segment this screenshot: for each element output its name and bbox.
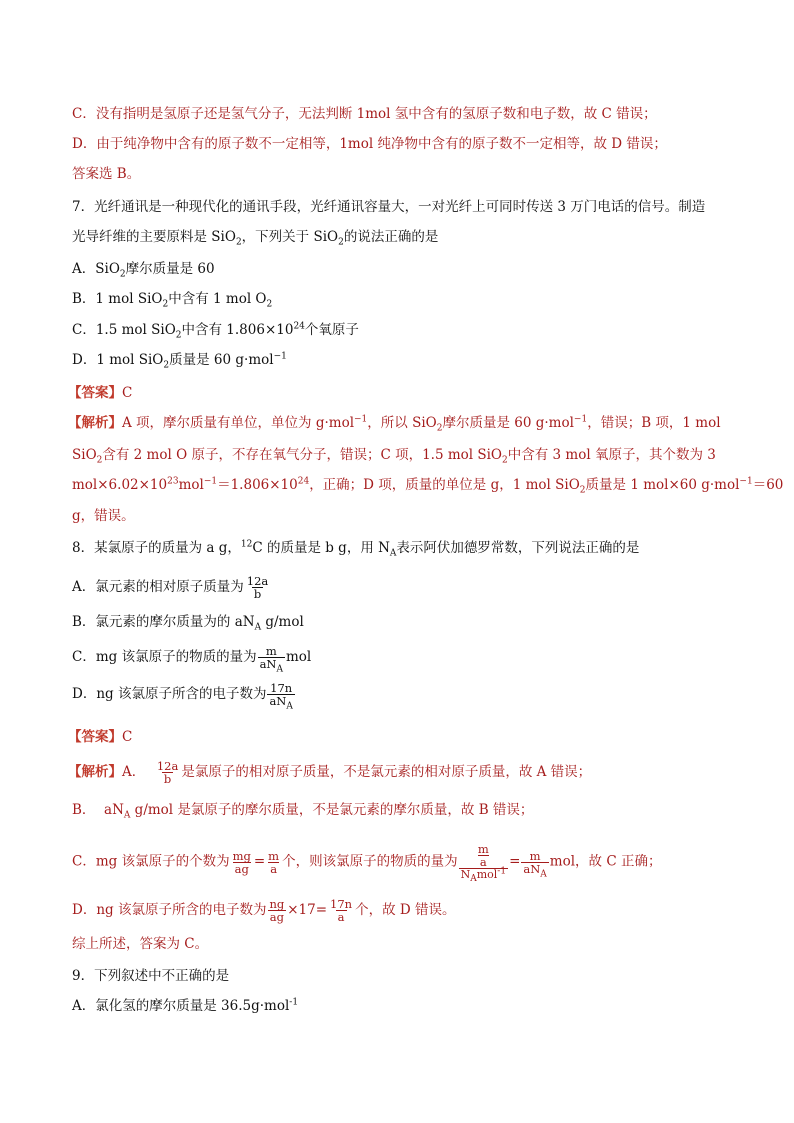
prev-explanation-c: C．没有指明是氢原子还是氢气分子，无法判断 1mol 氢中含有的氢原子数和电子数，故 C 错误； (72, 106, 657, 122)
q8-stem: 8．某氯原子的质量为 a g，$^{12}$C 的质量是 b g，用 $N_A$表示阿伏加德罗常数，下列说法正确的是 (72, 539, 640, 559)
q7-explanation-line1: 【解析】A 项，摩尔质量有单位，单位为 g·mol$^{-1}$，所以 SiO$_2$摩尔质量是 60 g·mol$^{-1}$，错误；B 项，1 mol (68, 414, 721, 434)
q7-explanation-line2: SiO$_2$含有 2 mol O 原子，不存在氧气分子，错误；C 项，1.5 mol SiO$_2$中含有 3 mol 氧原子，其个数为 3 (72, 447, 716, 466)
q8-option-b: B．氯元素的摩尔质量为的 $aN_A$ g/mol (72, 614, 304, 633)
q7-option-a: A．SiO$_2$摩尔质量是 60 (72, 261, 215, 280)
q8-answer: 【答案】C (68, 729, 133, 745)
prev-explanation-d: D．由于纯净物中含有的原子数不一定相等，1mol 纯净物中含有的原子数不一定相等，故 D 错误； (72, 136, 667, 152)
q7-explanation-line3: $mol\times 6.02\times 10^{23}mol^{-1}=1.806\times 10^{24}$，正确；D 项，质量的单位是 g，1 mol SiO$_2$质量是 1 mol×60 g·mol$^{-1}$＝60 (72, 476, 784, 496)
q8-summary: 综上所述，答案为 C。 (72, 936, 209, 952)
q7-option-b: B．1 mol SiO$_2$中含有 1 mol $O_2$ (72, 291, 273, 310)
q7-stem-line1: 7．光纤通讯是一种现代化的通讯手段，光纤通讯容量大，一对光纤上可同时传送 3 万门电话的信号。制造 (72, 199, 706, 215)
q7-option-c: C．1.5 mol SiO$_2$中含有 $1.806\times 10^{24}$个氧原子 (72, 321, 359, 341)
q8-option-c: C．mg 该氯原子的物质的量为 $\frac{m}{aN_A}$ mol (72, 644, 312, 675)
q9-stem: 9．下列叙述中不正确的是 (72, 968, 230, 984)
q8-explanation-a: 【解析】A． $\frac{12a}{b}$ 是氯原子的相对原子质量，不是氯元素的相对原子质量，故 A 错误； (68, 759, 592, 786)
q8-option-d: D．ng 该氯原子所含的电子数为 $\frac{17n}{aN_A}$ (72, 681, 293, 712)
q8-explanation-c: C．mg 该氯原子的个数为 $\frac{mg}{ag}$ = $\frac{m}{a}$ 个，则该氯原子的物质的量为 $\frac{\frac{m}{a}}{N_Amol^{-1}}$ = $\frac{m}{aN_A}$ mol，故 C 正确； (72, 842, 662, 885)
q7-option-d: D．1 mol SiO$_2$质量是 60 g·mol$^{-1}$ (72, 351, 287, 371)
answer-label: 【答案】 (68, 385, 122, 401)
explanation-label: 【解析】 (68, 764, 122, 780)
explanation-label: 【解析】 (68, 415, 122, 431)
q8-option-a: A．氯元素的相对原子质量为 $\frac{12a}{b}$ (72, 574, 269, 601)
prev-answer: 答案选 B。 (72, 166, 141, 182)
answer-label: 【答案】 (68, 729, 122, 745)
q8-explanation-d: D．ng 该氯原子所含的电子数为 $\frac{ng}{ag}$ ×17= $\frac{17n}{a}$ 个，故 D 错误。 (72, 897, 456, 924)
q7-stem-line2: 光导纤维的主要原料是 SiO$_2$，下列关于 SiO$_2$的说法正确的是 (72, 229, 439, 248)
q7-answer: 【答案】C (68, 385, 133, 401)
q7-explanation-line4: g，错误。 (72, 508, 135, 524)
q9-option-a: A．氯化氢的摩尔质量是 36.5g·mol$^{-1}$ (72, 997, 299, 1014)
q8-explanation-b: B． $aN_A$ g/mol 是氯原子的摩尔质量，不是氯元素的摩尔质量，故 B 错误； (72, 802, 534, 821)
